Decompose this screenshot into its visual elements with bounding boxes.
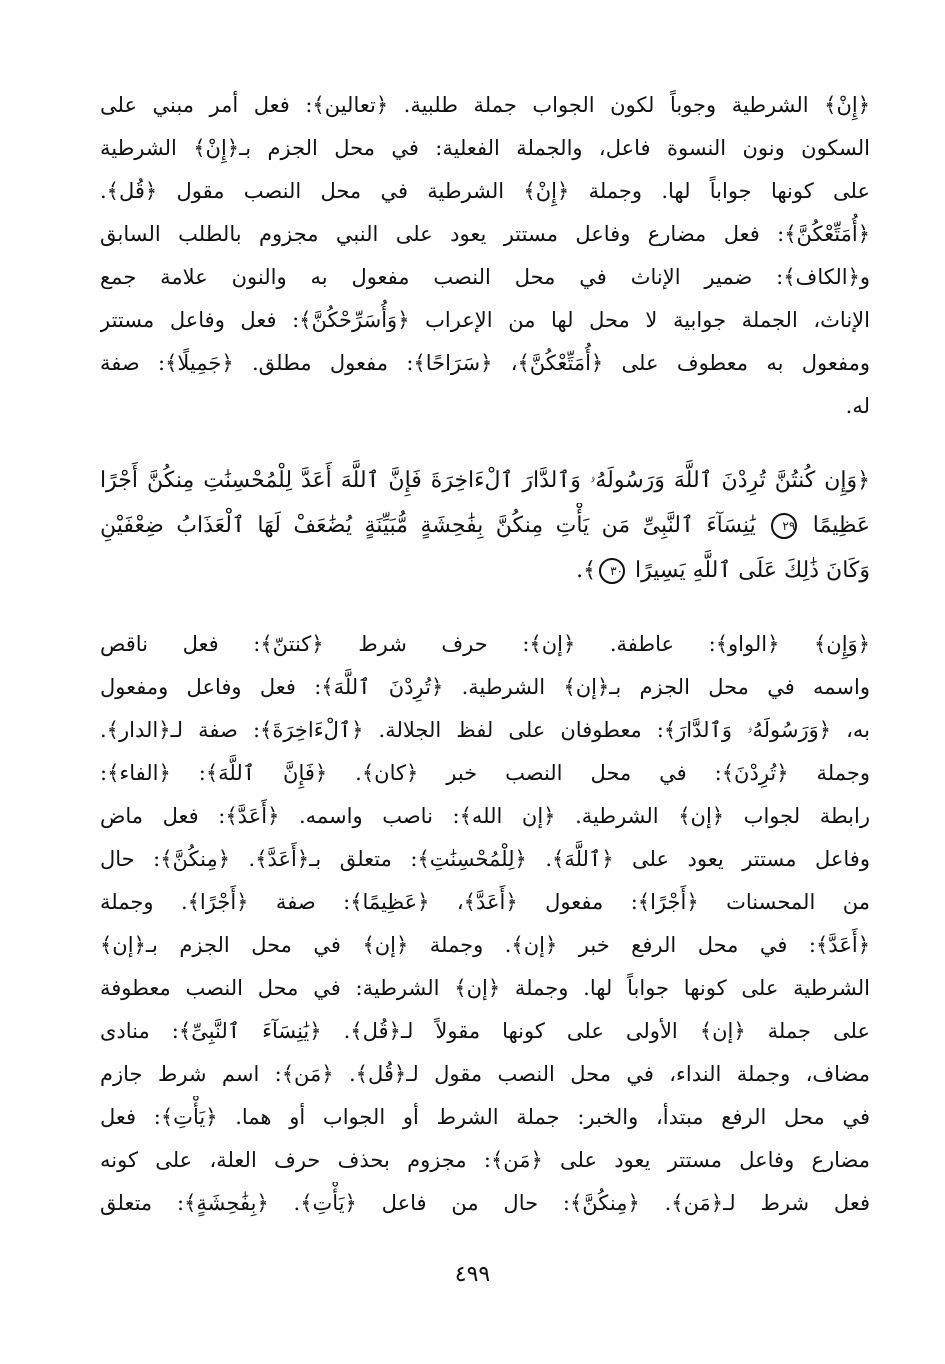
text-line: رابطة لجواب ﴿إن﴾ الشرطية. ﴿إن الله﴾: ناصب واسمه. ﴿أَعَدَّ﴾: فعل ماض bbox=[100, 804, 870, 828]
text-line: و﴿الكاف﴾: ضمير الإناث في محل النصب مفعول به والنون علامة جمع bbox=[100, 265, 870, 289]
text-line: مضاف، وجملة النداء، في محل النصب مقول لـ﴿قُل﴾. ﴿مَن﴾: اسم شرط جازم bbox=[100, 1062, 870, 1086]
verse-segment: ﴾. bbox=[576, 558, 596, 583]
text-line: على جملة ﴿إن﴾ الأولى على كونها مقولاً لـ﴿قُل﴾. ﴿يَٰنِسَآءَ ٱلنَّبِىِّ﴾: منادى bbox=[100, 1019, 870, 1043]
text-line: مضارع وفاعل مستتر يعود على ﴿مَن﴾: مجزوم بحذف حرف العلة، على كونه bbox=[100, 1148, 870, 1172]
text-line: الإناث، الجملة جوابية لا محل لها من الإعراب ﴿وَأُسَرِّحْكُنَّ﴾: فعل وفاعل مستتر bbox=[100, 308, 870, 332]
text-line: من المحسنات ﴿أَجْرًا﴾: مفعول ﴿أَعَدَّ﴾، ﴿عَظِيمًا﴾: صفة ﴿أَجْرًا﴾. وجملة bbox=[100, 890, 870, 914]
text-line: وجملة ﴿تُرِدْنَ﴾: في محل النصب خبر ﴿كان﴾. ﴿فَإِنَّ ٱللَّهَ﴾: ﴿الفاء﴾: bbox=[100, 761, 870, 785]
text-line: في محل الرفع مبتدأ، والخبر: جملة الشرط أو الجواب أو هما. ﴿يَأْتِ﴾: فعل bbox=[100, 1105, 870, 1129]
text-line: له. bbox=[845, 394, 870, 418]
text-line: فعل شرط لـ﴿مَن﴾. ﴿مِنكُنَّ﴾: حال من فاعل ﴿يَأْتِ﴾. ﴿بِفَٰحِشَةٍ﴾: متعلق bbox=[100, 1191, 870, 1215]
page-body bbox=[100, 84, 870, 1225]
text-line: ﴿إِنْ﴾ الشرطية وجوباً لكون الجواب جملة طلبية. ﴿تعالين﴾: فعل أمر مبني على bbox=[100, 93, 870, 117]
text-line: وفاعل مستتر يعود على ﴿ٱللَّهَ﴾. ﴿لِلْمُحْسِنَٰتِ﴾: متعلق بـ﴿أَعَدَّ﴾. ﴿مِنكُنَّ﴾: حال bbox=[100, 847, 870, 871]
quran-verse-block bbox=[100, 458, 870, 593]
commentary-paragraph-1 bbox=[100, 84, 870, 428]
text-line: السكون ونون النسوة فاعل، والجملة الفعلية: في محل الجزم بـ﴿إِنْ﴾ الشرطية bbox=[100, 136, 870, 160]
ayah-number-marker: ٢٩ bbox=[771, 513, 797, 539]
verse-line bbox=[100, 548, 870, 593]
verse-segment: وَكَانَ ذَٰلِكَ عَلَى ٱللَّهِ يَسِيرًا bbox=[634, 558, 870, 583]
text-line: واسمه في محل الجزم بـ﴿إن﴾ الشرطية. ﴿تُرِدْنَ ٱللَّهَ﴾: فعل وفاعل ومفعول bbox=[100, 675, 870, 699]
commentary-paragraph-2 bbox=[100, 623, 870, 1225]
verse-line: ﴿وَإِن كُنتُنَّ تُرِدْنَ ٱللَّهَ وَرَسُولَهُۥ وَٱلدَّارَ ٱلْءَاخِرَةَ فَإِنَّ ٱللَّهَ أَعَدَّ لِلْمُحْسِنَٰتِ مِنكُنَّ أَجْرًا bbox=[100, 468, 870, 493]
text-line: ومفعول به معطوف على ﴿أُمَتِّعْكُنَّ﴾، ﴿سَرَاحًا﴾: مفعول مطلق. ﴿جَمِيلًا﴾: صفة bbox=[100, 351, 870, 375]
text-line: ﴿وَإِن﴾ ﴿الواو﴾: عاطفة. ﴿إن﴾: حرف شرط ﴿كنتنّ﴾: فعل ناقص bbox=[100, 632, 870, 656]
verse-line bbox=[100, 503, 870, 548]
text-line: ﴿أَعَدَّ﴾: في محل الرفع خبر ﴿إن﴾. وجملة ﴿إن﴾ في محل الجزم بـ﴿إن﴾ bbox=[100, 933, 870, 957]
text-line: على كونها جواباً لها. وجملة ﴿إِنْ﴾ الشرطية في محل النصب مقول ﴿قُل﴾. bbox=[100, 179, 870, 203]
verse-segment: يَٰنِسَآءَ ٱلنَّبِىِّ مَن يَأْتِ مِنكُنَّ بِفَٰحِشَةٍ مُّبَيِّنَةٍ يُضَٰعَفْ لَهَا ٱلْعَذَابُ ضِعْفَيْنِ bbox=[100, 513, 756, 538]
text-line: به، ﴿وَرَسُولَهُۥ وَٱلدَّارَ﴾: معطوفان على لفظ الجلالة. ﴿ٱلْءَاخِرَةَ﴾: صفة لـ﴿الدار﴾. bbox=[100, 718, 870, 742]
text-line: ﴿أُمَتِّعْكُنَّ﴾: فعل مضارع وفاعل مستتر يعود على النبي مجزوم بالطلب السابق bbox=[100, 222, 870, 246]
ayah-number-marker: ٣٠ bbox=[599, 558, 625, 584]
text-line: الشرطية على كونها جواباً لها. وجملة ﴿إن﴾ الشرطية: في محل النصب معطوفة bbox=[100, 976, 870, 1000]
page-number: ٤٩٩ bbox=[454, 1262, 491, 1287]
verse-segment: عَظِيمًا bbox=[812, 513, 870, 538]
